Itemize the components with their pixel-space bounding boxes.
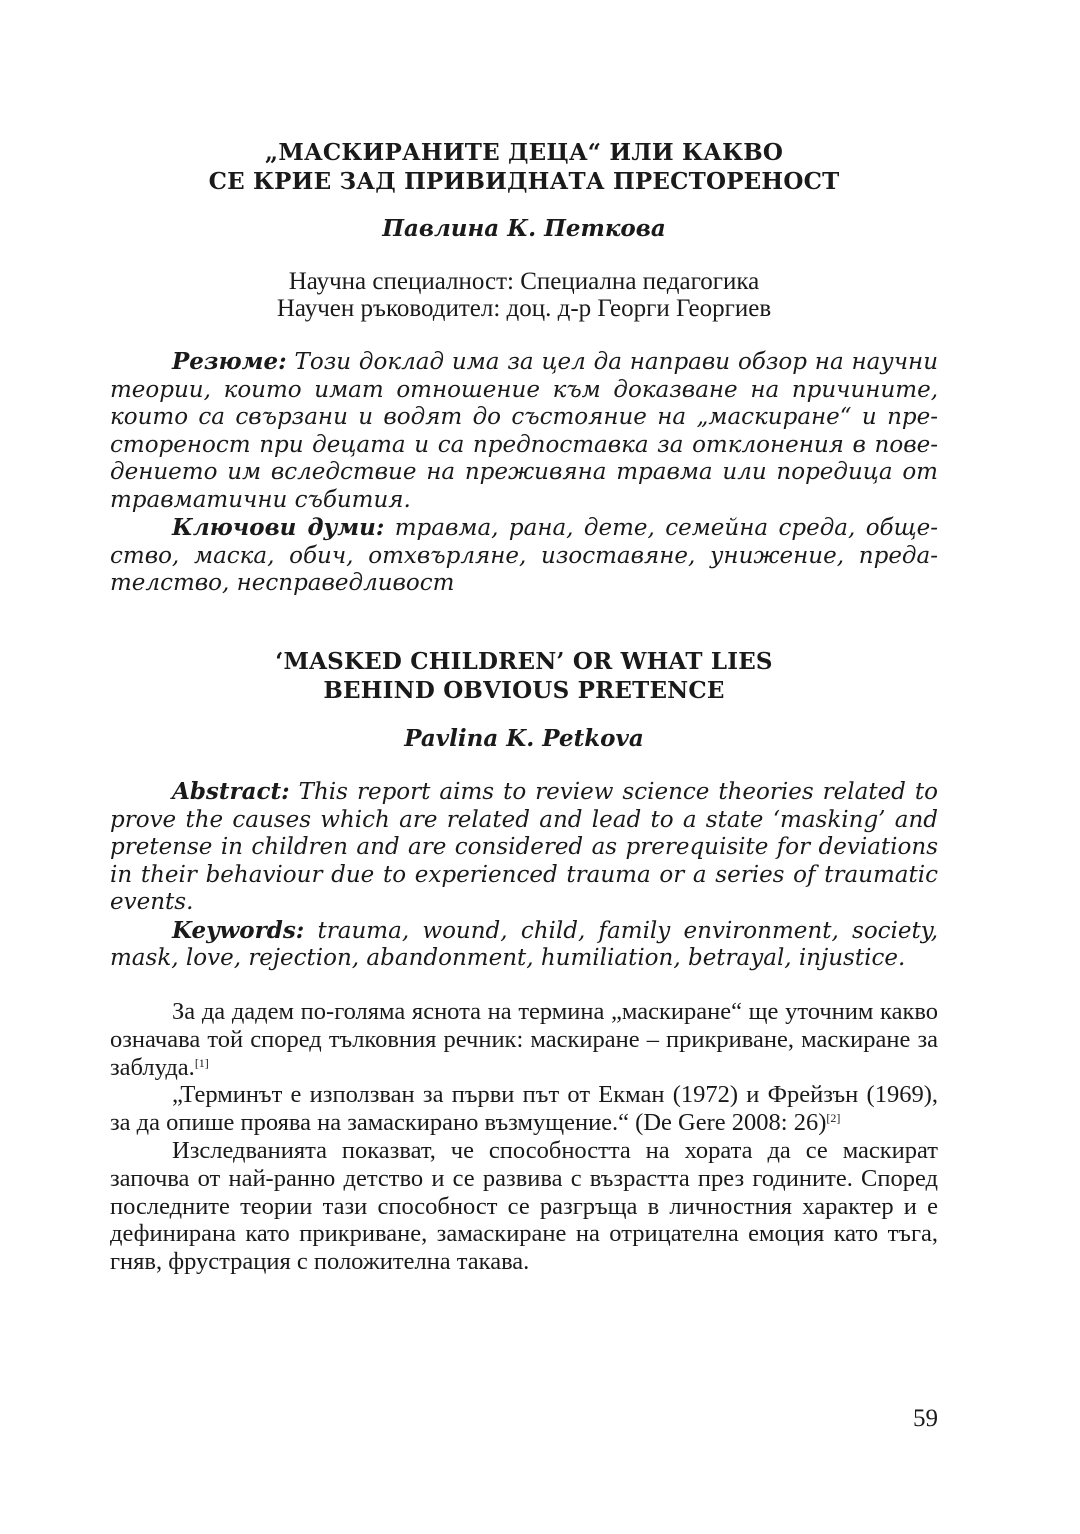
page-number: 59	[913, 1405, 938, 1432]
body-paragraph-3: Изследванията показват, че способността на хората да се маскират започва от най-ранно детство и се развива с възрастта през годините. Според последните теории тази способност се разгръща в личностния характер и е дефинирана като прикриване, замаскиране на отрицателна емоция като тъга, гняв, фрустрация с положителна такава.	[110, 1136, 938, 1276]
bg-title	[110, 138, 938, 196]
body-paragraph-2	[110, 1081, 938, 1137]
bg-summary-text: Този доклад има за цел да направи обзор на научни теории, които имат отношение към доказване на причините, които са свързани и водят до състояние на „маскиране“ и престореност при децата и са предпоставка за отклонения в поведението им вследствие на преживяна травма или поредица от травматични събития.	[110, 349, 939, 513]
en-title-line-2: BEHIND OBVIOUS PRETENCE	[323, 677, 725, 704]
body-paragraph-2-text: „Терминът е използван за първи път от Екман (1972) и Фрейзън (1969), за да опише проява на замаскирано възмущение.“ (De Gere 2008: 26)	[110, 1081, 938, 1137]
body-text	[110, 998, 938, 1276]
en-abstract	[110, 778, 938, 973]
footnote-ref-1[interactable]: [1]	[194, 1055, 209, 1070]
bg-keywords-text: травма, рана, дете, семейна среда, общество, маска, обич, отхвърляне, изоставяне, унижение, предателство, несправедливост	[110, 515, 938, 596]
body-paragraph-1	[110, 998, 938, 1081]
body-paragraph-1-text: За да дадем по-голяма яснота на термина „маскиране“ ще уточним какво означава той според тълковния речник: маскиране – прикриване, маскиране за заблуда.	[110, 998, 938, 1081]
bg-supervisor: Научен ръководител: доц. д-р Георги Георгиев	[276, 295, 772, 322]
bg-summary-label: Резюме:	[172, 348, 287, 375]
bg-title-line-2: СЕ КРИЕ ЗАД ПРИВИДНАТА ПРЕСТОРЕНОСТ	[208, 168, 840, 195]
en-title	[110, 647, 938, 705]
footnote-ref-2[interactable]: [2]	[826, 1111, 841, 1126]
en-abstract-paragraph	[110, 778, 938, 917]
en-abstract-label: Abstract:	[172, 778, 290, 805]
en-author: Pavlina K. Petkova	[404, 725, 644, 752]
bg-summary	[110, 348, 938, 514]
document-page	[110, 0, 938, 1534]
en-keywords	[110, 917, 938, 973]
bg-author: Павлина К. Петкова	[382, 215, 666, 242]
en-abstract-text: This report aims to review science theories related to prove the causes which are related and lead to a state ‘masking’ and pretense in children and are considered as prerequisite for deviations in their behaviour due to experienced trauma or a series of traumatic events.	[110, 779, 939, 915]
en-title-line-1: ‘MASKED CHILDREN’ OR WHAT LIES	[275, 648, 773, 675]
bg-abstract	[110, 348, 938, 598]
bg-keywords-label: Ключови думи:	[172, 514, 385, 541]
en-keywords-text: trauma, wound, child, family environment, society, mask, love, rejection, abandonment, humiliation, betrayal, injustice.	[110, 917, 939, 971]
bg-specialty: Научна специалност: Специална педагогика	[288, 268, 760, 295]
bg-keywords	[110, 514, 938, 598]
bg-meta	[110, 268, 938, 322]
bg-title-line-1: „МАСКИРАНИТЕ ДЕЦА“ ИЛИ КАКВО	[264, 139, 784, 166]
en-keywords-label: Keywords:	[172, 916, 305, 944]
